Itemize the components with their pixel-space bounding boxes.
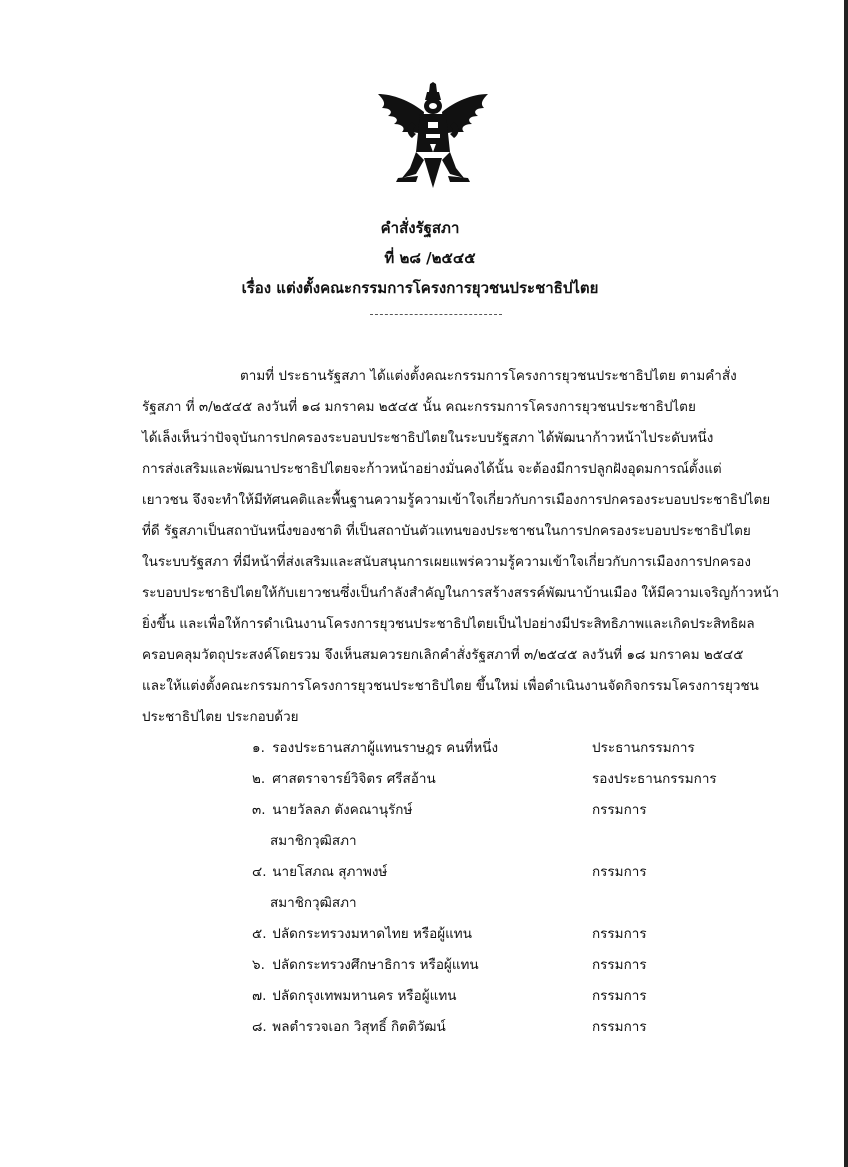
body-line: ครอบคลุมวัตถุประสงค์โดยรวม จึงเห็นสมควรยกเลิกคำสั่งรัฐสภาที่ ๓/๒๕๔๕ ลงวันที่ ๑๘ มกราคม ๒๕๔๕ <box>142 647 744 663</box>
member-row <box>252 800 732 820</box>
member-role: ประธานกรรมการ <box>592 740 695 756</box>
member-role: กรรมการ <box>592 864 647 880</box>
member-role: กรรมการ <box>592 926 647 942</box>
member-name: รองประธานสภาผู้แทนราษฎร คนที่หนึ่ง <box>272 740 499 756</box>
member-row <box>252 986 732 1006</box>
body-line: ประชาธิปไตย ประกอบด้วย <box>142 709 299 725</box>
member-subtitle: สมาชิกวุฒิสภา <box>270 833 357 849</box>
page-edge-border <box>844 0 848 1167</box>
member-name: ปลัดกระทรวงศึกษาธิการ หรือผู้แทน <box>272 957 479 973</box>
body-line: ที่ดี รัฐสภาเป็นสถาบันหนึ่งของชาติ ที่เป็นสถาบันตัวแทนของประชาชนในการปกครองระบอบประชาธิปไตย <box>142 523 751 539</box>
member-role: รองประธานกรรมการ <box>592 771 717 787</box>
member-number: ๒. <box>252 771 266 787</box>
body-line: การส่งเสริมและพัฒนาประชาธิปไตยจะก้าวหน้าอย่างมั่นคงได้นั้น จะต้องมีการปลูกฝังอุดมการณ์ตั้งแต่ <box>142 461 722 477</box>
member-row <box>252 924 732 944</box>
order-subject: เรื่อง แต่งตั้งคณะกรรมการโครงการยุวชนประชาธิปไตย <box>241 279 599 297</box>
body-line: ยิ่งขึ้น และเพื่อให้การดำเนินงานโครงการยุวชนประชาธิปไตยเป็นไปอย่างมีประสิทธิภาพและเกิดประสิทธิผล <box>142 616 755 632</box>
member-row <box>252 955 732 975</box>
order-title: คำสั่งรัฐสภา <box>380 219 460 237</box>
body-line: ได้เล็งเห็นว่าปัจจุบันการปกครองระบอบประชาธิปไตยในระบบรัฐสภา ได้พัฒนาก้าวหน้าไประดับหนึ่ง <box>142 430 714 446</box>
member-name: ปลัดกรุงเทพมหานคร หรือผู้แทน <box>272 988 457 1004</box>
body-line: ตามที่ ประธานรัฐสภา ได้แต่งตั้งคณะกรรมการโครงการยุวชนประชาธิปไตย ตามคำสั่ง <box>240 368 737 384</box>
member-name: นายวัลลภ ตังคณานุรักษ์ <box>272 802 413 818</box>
member-name: พลตำรวจเอก วิสุทธิ์ กิตติวัฒน์ <box>272 1019 446 1035</box>
member-name: ศาสตราจารย์วิจิตร ศรีสอ้าน <box>272 771 436 787</box>
member-role: กรรมการ <box>592 957 647 973</box>
body-line: ในระบบรัฐสภา ที่มีหน้าที่ส่งเสริมและสนับสนุนการเผยแพร่ความรู้ความเข้าใจเกี่ยวกับการเมืองการปกครอง <box>142 554 751 570</box>
member-number: ๑. <box>252 740 265 756</box>
member-name: นายโสภณ สุภาพงษ์ <box>272 864 388 880</box>
member-subtitle: สมาชิกวุฒิสภา <box>270 895 357 911</box>
member-row <box>252 862 732 882</box>
member-number: ๔. <box>252 864 267 880</box>
body-line: เยาวชน จึงจะทำให้มีทัศนคติและพื้นฐานความรู้ความเข้าใจเกี่ยวกับการเมืองการปกครองระบอบประชาธิปไตย <box>142 492 771 508</box>
member-name: ปลัดกระทรวงมหาดไทย หรือผู้แทน <box>272 926 472 942</box>
member-role: กรรมการ <box>592 802 647 818</box>
member-number: ๗. <box>252 988 267 1004</box>
body-line: รัฐสภา ที่ ๓/๒๕๔๕ ลงวันที่ ๑๘ มกราคม ๒๕๔๕ นั้น คณะกรรมการโครงการยุวชนประชาธิปไตย <box>142 399 696 415</box>
member-number: ๘. <box>252 1019 267 1035</box>
member-number: ๓. <box>252 802 266 818</box>
garuda-emblem-icon <box>372 82 494 190</box>
title-divider <box>370 314 502 315</box>
member-row <box>252 769 732 789</box>
body-line: และให้แต่งตั้งคณะกรรมการโครงการยุวชนประชาธิปไตย ขึ้นใหม่ เพื่อดำเนินงานจัดกิจกรรมโครงการยุวชน <box>142 678 759 694</box>
member-number: ๕. <box>252 926 267 942</box>
body-line: ระบอบประชาธิปไตยให้กับเยาวชนซึ่งเป็นกำลังสำคัญในการสร้างสรรค์พัฒนาบ้านเมือง ให้มีความเจริญก้าวหน้า <box>142 585 780 601</box>
order-number: ที่ ๒๘ /๒๕๔๕ <box>384 249 476 267</box>
member-role: กรรมการ <box>592 988 647 1004</box>
member-number: ๖. <box>252 957 265 973</box>
member-row <box>252 1017 732 1037</box>
member-role: กรรมการ <box>592 1019 647 1035</box>
member-row <box>252 738 732 758</box>
